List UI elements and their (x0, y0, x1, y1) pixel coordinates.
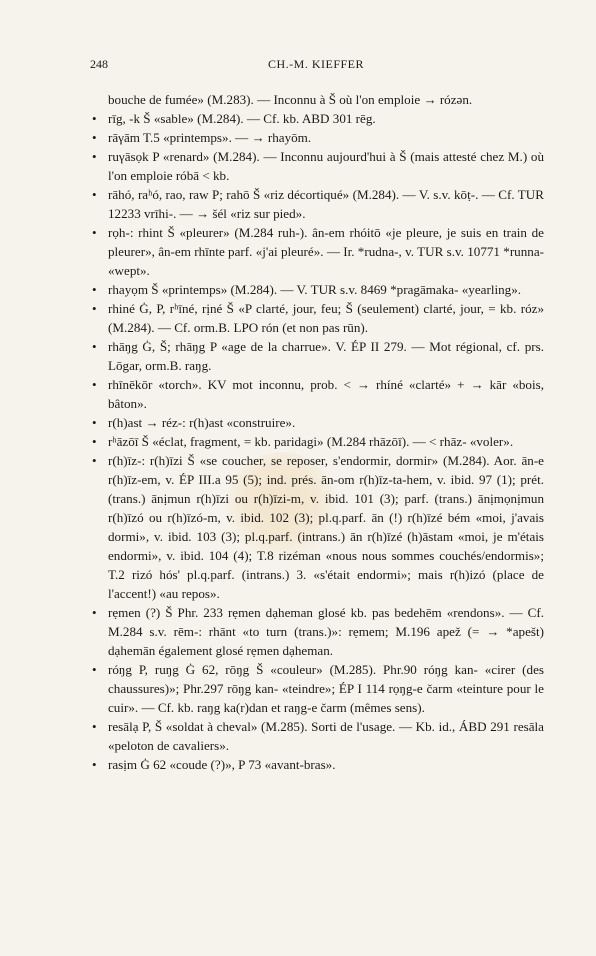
entry-rong: • róŋg P, ruŋg Ġ 62, rōŋg Š «couleur» (M.285). Phr.90 róŋg kan- «cirer (des chaussures)»; Phr.297 rōŋg kan- «teindre»; ÉP I 114 rọŋg-e čarm «teinture pour le cuir». — Cf. kb. raŋg ka(r)dan et raŋg-e čarm (mêmes sens). (92, 660, 544, 717)
entry-ruyasok: • ruγāsọk P «renard» (M.284). — Inconnu aujourd'hui à Š (mais attesté chez M.) où l'on emploie róbā < kb. (92, 147, 544, 185)
dictionary-entries (92, 90, 544, 774)
entry-rayam: • rāγām T.5 «printemps». — → rhayōm. (92, 128, 544, 147)
running-head: CH.-M. KIEFFER (267, 57, 364, 71)
entry-rhiz: • r(h)īz-: r(h)īzi Š «se coucher, se reposer, s'endormir, dormir» (M.284). Aor. ān-e r(h)īz-em, v. ÉP III.a 95 (5); ind. prés. ān-om r(h)īz-ta-hem, v. ibid. 97 (1); prét. (trans.) ānịmun r(h)īzi ou r(h)īzi-m, v. ibid. 101 (3); parf. (trans.) ānịmọnịmun r(h)īzó ou r(h)īzó-m, v. ibid. 102 (3); pl.q.parf. ān (!) r(h)īzé bém «moi, j'avais dormi», v. ibid. 103 (3); pl.q.parf. (intrans.) ān r(h)īzé (h)āstam «moi, je m'étais endormi», v. ibid. 104 (4); T.8 rizéman «nous nous sommes couchés/endormis»; T.2 rizó hós' pl.q.parf. (intrans.) 3. «s'était endormi»; mais r(h)izó (place de l'accent!) «au repos». (92, 451, 544, 603)
entry-rhazoi: • rʰāzōī Š «éclat, fragment, = kb. paridagi» (M.284 rhāzōī). — < rhāz- «voler». (92, 432, 544, 451)
entry-continuation: bouche de fumée» (M.283). — Inconnu à Š où l'on emploie → rózən. (108, 92, 473, 107)
entry-rhast: • r(h)ast → réz-: r(h)ast «construire». (92, 413, 544, 432)
page-number: 248 (90, 57, 108, 71)
entry-rasim: • rasịm Ġ 62 «coude (?)», P 73 «avant-bras». (92, 755, 544, 774)
entry-rhang: • rhāŋg Ġ, Š; rhāŋg P «age de la charrue». V. ÉP II 279. — Mot régional, cf. prs. Lōgar, orm.B. raŋg. (92, 337, 544, 375)
entry-roh: • rọh-: rhint Š «pleurer» (M.284 ruh-). ân-em rhóitō «je pleure, je suis en train de pleurer», ân-em rhīnte parf. «j'ai pleuré». — Ir. *rudna-, v. TUR s.v. 10771 *runna- «wept». (92, 223, 544, 280)
page-header (90, 57, 542, 72)
entry-rig: • rīg, -k Š «sable» (M.284). — Cf. kb. ABD 301 rēg. (92, 109, 544, 128)
entry-raho: • rāhó, raʰó, rao, raw P; rahō Š «riz décortiqué» (M.284). — V. s.v. kōṭ-. — Cf. TUR 12233 vrīhi-. — → šél «riz sur pied». (92, 185, 544, 223)
entry-remen: • rẹmen (?) Š Phr. 233 rẹmen dạheman glosé kb. pas bedehēm «rendons». — Cf. M.284 s.v. rēm-: rhānt «to turn (trans.)»: rẹmem; M.196 apež (= → *apešt) dạhemān également glosé rẹmen dạheman. (92, 603, 544, 660)
entry-rhayom: • rhayọm Š «printemps» (M.284). — V. TUR s.v. 8469 *pragāmaka- «yearling». (92, 280, 544, 299)
entry-rhine: • rhiné Ġ, P, rʰīné, rịné Š «P clarté, jour, feu; Š (seulement) clarté, jour, = kb. róz» (M.284). — Cf. orm.B. LPO rón (et non pas rūn). (92, 299, 544, 337)
entry-rhinekor: • rhīnēkōr «torch». KV mot inconnu, prob. < → rhíné «clarté» + → kār «bois, bâton». (92, 375, 544, 413)
entry-resala: • resālạ P, Š «soldat à cheval» (M.285). Sorti de l'usage. — Kb. id., ÁBD 291 resāla «peloton de cavaliers». (92, 717, 544, 755)
